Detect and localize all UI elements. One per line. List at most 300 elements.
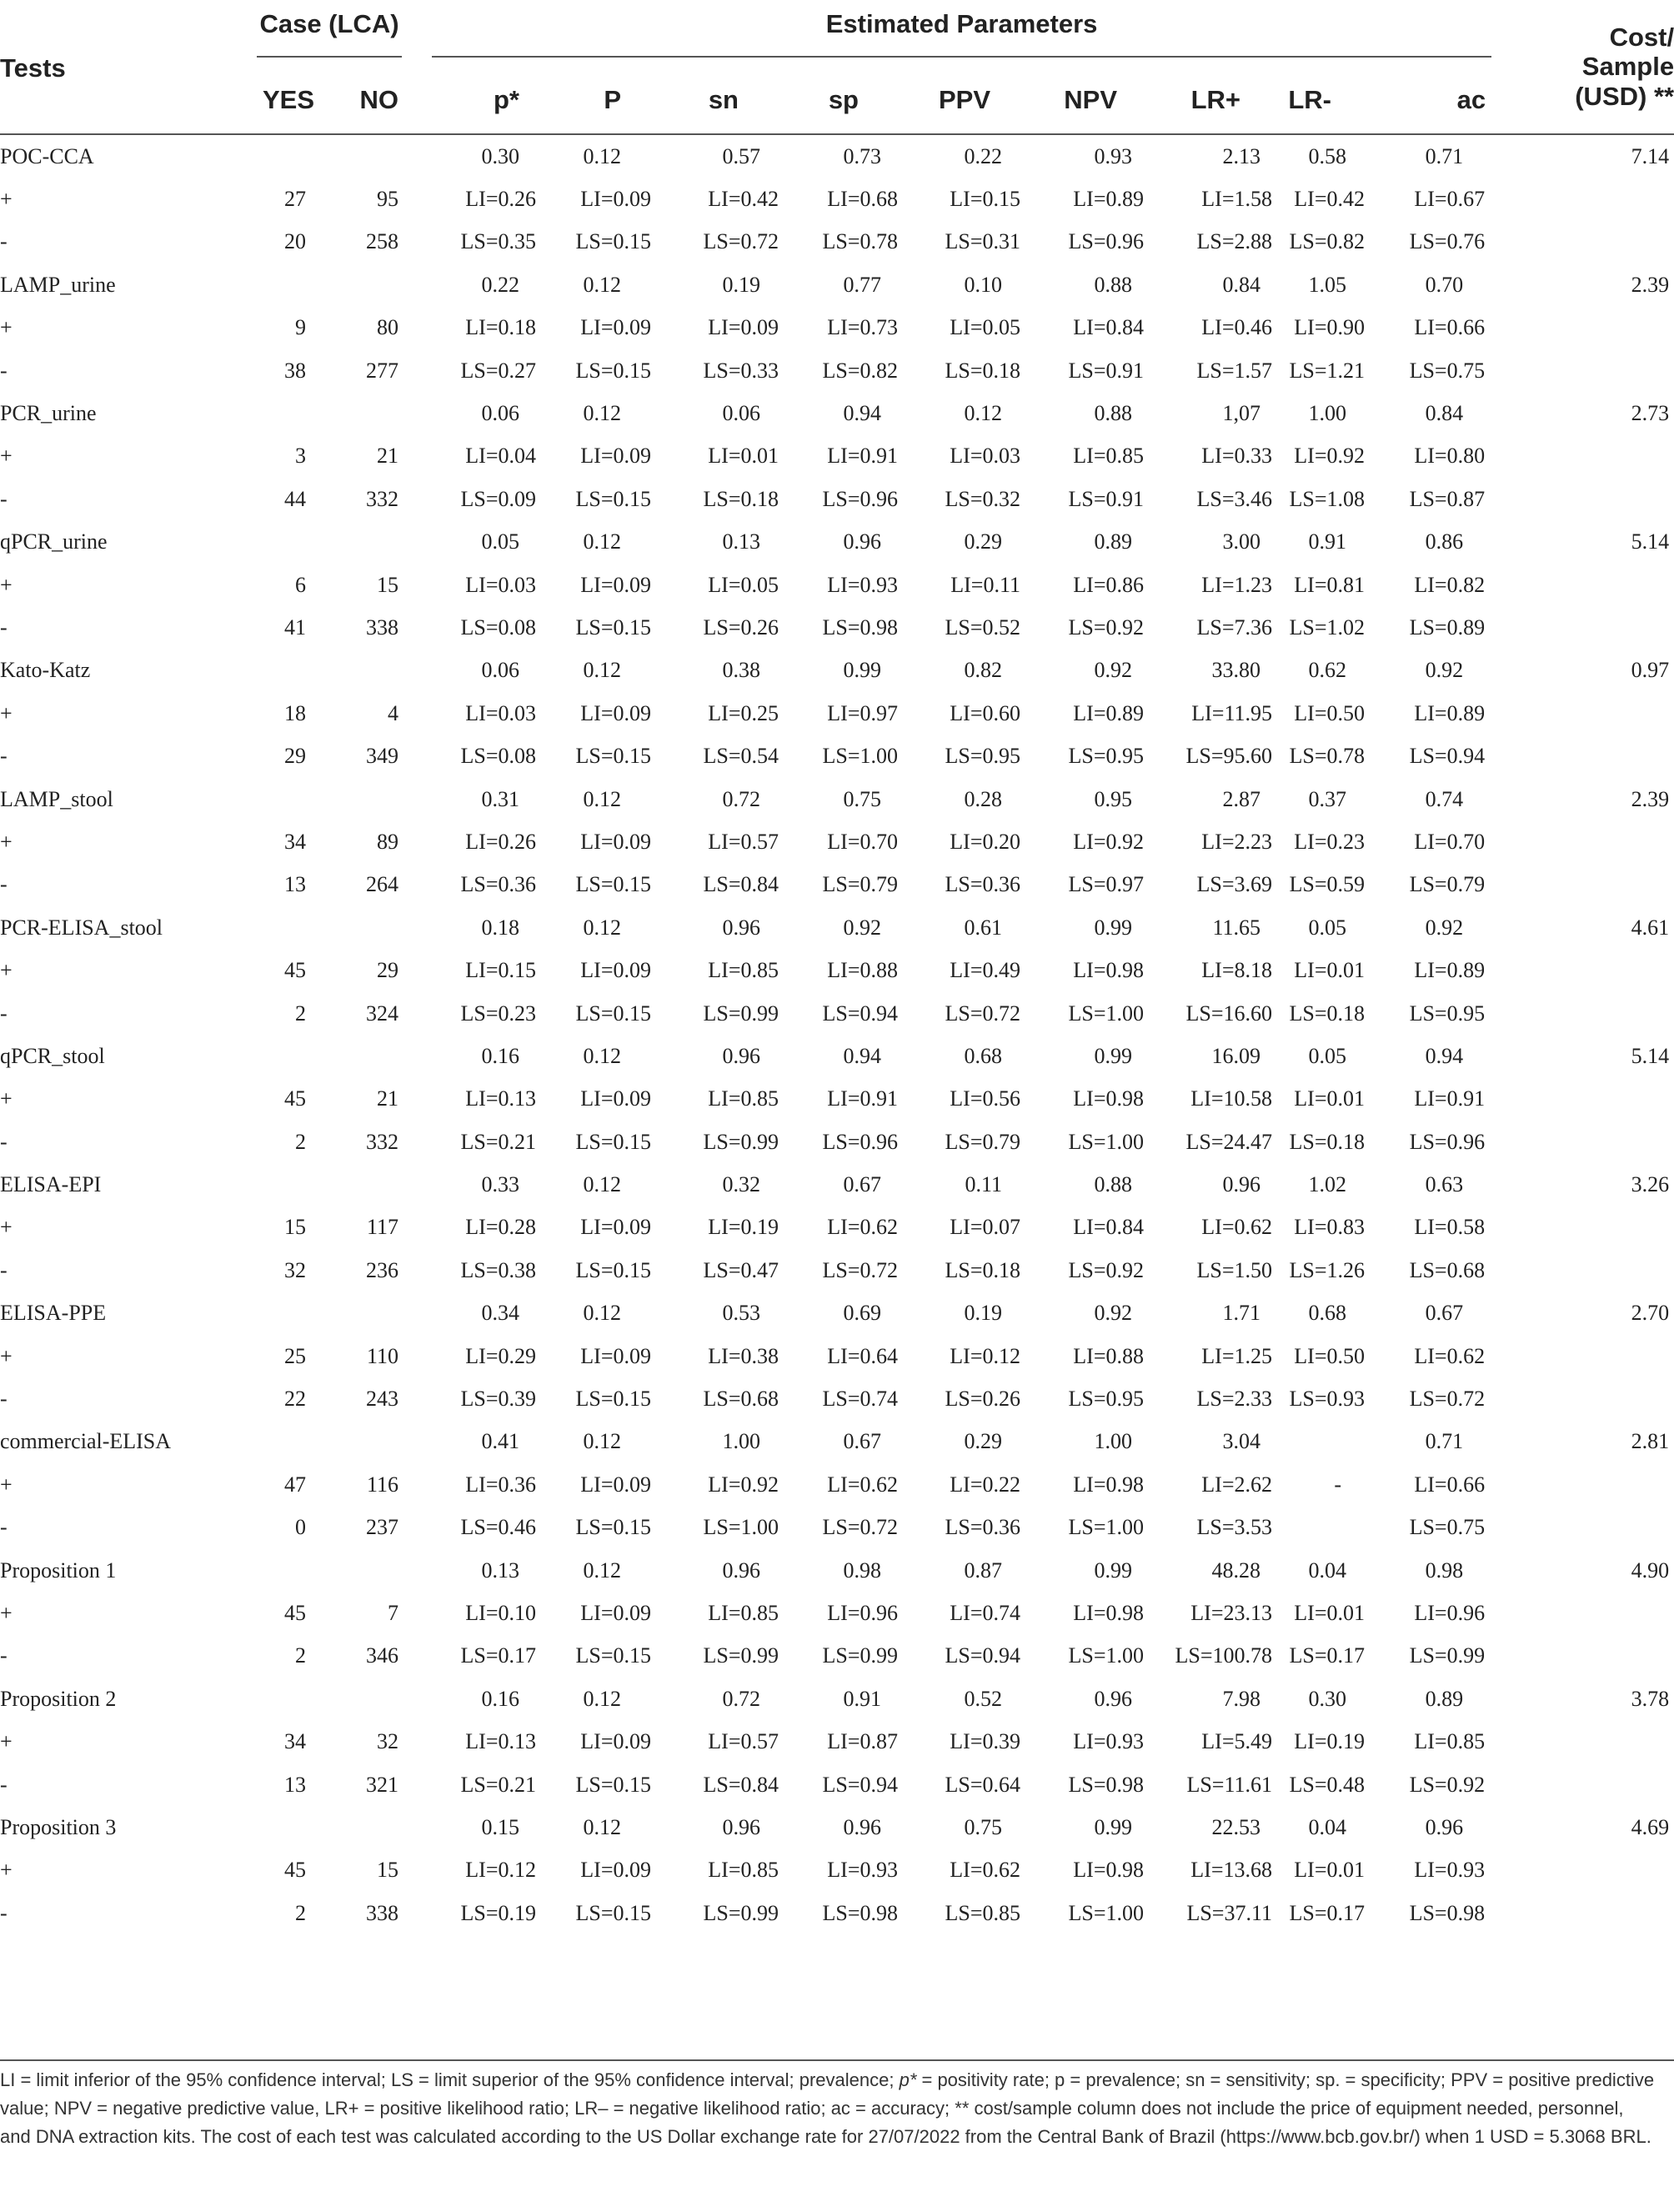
empty-cell: [1496, 778, 1542, 820]
header-yes: YES: [262, 85, 314, 115]
table-row-pos: [0, 307, 1674, 349]
empty-cell: [1542, 1507, 1674, 1549]
row-sign: +: [0, 572, 13, 597]
ci-lower-value: LI=0.87: [827, 1729, 898, 1754]
estimate-value: 3.04: [1222, 1429, 1261, 1454]
test-name: LAMP_stool: [0, 786, 113, 811]
cost-value: 2.81: [1631, 1429, 1670, 1454]
table-row-pos: [0, 178, 1674, 220]
case-no-count: 7: [388, 1600, 398, 1625]
empty-cell: [1496, 692, 1542, 735]
estimate-value: 0.38: [722, 658, 760, 683]
ci-lower-value: LI=0.03: [950, 444, 1020, 469]
empty-cell: [1496, 1121, 1542, 1163]
ci-upper-value: LS=0.15: [575, 1900, 651, 1925]
ci-lower-value: LI=1.23: [1201, 572, 1272, 597]
case-no-count: 21: [377, 1086, 398, 1111]
estimate-value: 0.96: [1222, 1172, 1261, 1197]
empty-cell: [1542, 1078, 1674, 1121]
case-no-count: 243: [366, 1387, 398, 1412]
ci-upper-value: LS=0.15: [575, 486, 651, 511]
test-name: ELISA-EPI: [0, 1172, 102, 1197]
ci-upper-value: LS=95.60: [1185, 744, 1272, 769]
empty-cell: [1542, 692, 1674, 735]
row-sign: -: [0, 1515, 8, 1540]
empty-cell: [1496, 263, 1542, 306]
ci-upper-value: LS=0.08: [460, 614, 536, 640]
ci-lower-value: LI=23.13: [1190, 1600, 1272, 1625]
ci-upper-value: LS=0.27: [460, 358, 536, 383]
table-row: [0, 1421, 1674, 1463]
estimate-value: 0.94: [1425, 1043, 1464, 1068]
row-sign: +: [0, 1472, 13, 1497]
ci-upper-value: LS=0.68: [1409, 1257, 1486, 1282]
empty-cell: [1496, 1078, 1542, 1121]
ci-lower-value: LI=0.90: [1294, 315, 1365, 340]
table-row: [0, 1163, 1674, 1206]
ci-lower-value: LI=0.64: [827, 1343, 898, 1368]
empty-cell: [1496, 1335, 1542, 1377]
estimate-value: 0.99: [1094, 1043, 1132, 1068]
estimate-value: 0.96: [722, 1557, 760, 1583]
ci-upper-value: LS=0.78: [822, 229, 898, 254]
estimate-value: 0.93: [1094, 143, 1132, 168]
estimate-value: 0.70: [1425, 272, 1464, 297]
estimate-value: 0.04: [1308, 1557, 1346, 1583]
ci-lower-value: LI=0.11: [950, 572, 1020, 597]
estimate-value: 0.84: [1222, 272, 1261, 297]
row-sign: +: [0, 829, 13, 854]
case-yes-count: 25: [284, 1343, 306, 1368]
estimate-value: 0.61: [964, 915, 1002, 940]
case-no-count: 15: [377, 572, 398, 597]
empty-cell: [1496, 134, 1542, 178]
test-name: PCR-ELISA_stool: [0, 915, 163, 940]
table-row-pos: [0, 1720, 1674, 1763]
case-no-count: 321: [366, 1772, 398, 1797]
row-sign: +: [0, 315, 13, 340]
ci-upper-value: LS=0.15: [575, 872, 651, 897]
estimate-value: 0.34: [481, 1301, 519, 1326]
case-yes-count: 13: [284, 1772, 306, 1797]
ci-lower-value: LI=0.83: [1294, 1215, 1365, 1240]
empty-cell: [321, 906, 417, 949]
header-no: NO: [359, 85, 398, 115]
cost-value: 4.61: [1631, 915, 1670, 940]
header-cost-line1: Cost/: [1609, 22, 1674, 52]
empty-cell: [1542, 1892, 1674, 1934]
table-row-neg: [0, 1763, 1674, 1806]
ci-upper-value: LS=0.15: [575, 614, 651, 640]
estimate-value: 0.30: [1308, 1686, 1346, 1711]
ci-upper-value: LS=0.96: [1409, 1129, 1486, 1154]
ci-lower-value: LI=0.98: [1073, 1086, 1144, 1111]
ci-upper-value: LS=2.33: [1196, 1387, 1272, 1412]
ci-lower-value: LI=0.57: [708, 1729, 779, 1754]
ci-upper-value: LS=0.59: [1289, 872, 1365, 897]
ci-lower-value: LI=0.62: [1414, 1343, 1486, 1368]
estimate-value: 0.67: [843, 1429, 881, 1454]
row-sign: -: [0, 229, 8, 254]
ci-lower-value: LI=0.85: [708, 958, 779, 983]
empty-cell: [1542, 221, 1674, 263]
estimate-value: 0.29: [964, 1429, 1002, 1454]
case-yes-count: 47: [284, 1472, 306, 1497]
ci-lower-value: LI=0.85: [1073, 444, 1144, 469]
estimate-value: 0.58: [1308, 143, 1346, 168]
ci-lower-value: LI=0.62: [1201, 1215, 1272, 1240]
ci-upper-value: LS=0.26: [945, 1387, 1020, 1412]
empty-cell: [1496, 1377, 1542, 1420]
table-row-pos: [0, 1335, 1674, 1377]
empty-cell: [242, 650, 321, 692]
ci-upper-value: LS=0.18: [945, 358, 1020, 383]
case-no-count: 32: [377, 1729, 398, 1754]
ci-lower-value: LI=0.67: [1414, 187, 1486, 212]
ci-lower-value: LI=0.98: [1073, 1472, 1144, 1497]
estimate-value: 0.88: [1094, 401, 1132, 426]
empty-cell: [321, 1549, 417, 1592]
ci-upper-value: LS=0.99: [703, 1643, 779, 1668]
ci-upper-value: LS=0.75: [1409, 358, 1486, 383]
estimate-value: 0.12: [583, 1301, 621, 1326]
estimate-value: 0.92: [1425, 915, 1464, 940]
cost-value: 3.26: [1631, 1172, 1670, 1197]
empty-cell: [1496, 906, 1542, 949]
case-no-count: 332: [366, 486, 398, 511]
ci-lower-value: LI=0.91: [827, 1086, 898, 1111]
empty-cell: [321, 521, 417, 564]
cost-value: 2.39: [1631, 272, 1670, 297]
estimate-value: 0.05: [1308, 1043, 1346, 1068]
estimate-value: 1.00: [722, 1429, 760, 1454]
ci-lower-value: LI=0.19: [708, 1215, 779, 1240]
header-cost-sample: [1542, 0, 1674, 134]
estimate-value: 0.99: [843, 658, 881, 683]
empty-cell: [242, 1163, 321, 1206]
ci-upper-value: LS=0.91: [1068, 486, 1144, 511]
ci-upper-value: LS=0.18: [703, 486, 779, 511]
ci-upper-value: LS=0.19: [460, 1900, 536, 1925]
ci-lower-value: LI=2.23: [1201, 829, 1272, 854]
ci-lower-value: LI=0.50: [1294, 1343, 1365, 1368]
table-row-pos: [0, 1078, 1674, 1121]
empty-cell: [1542, 949, 1674, 991]
case-no-count: 324: [366, 1001, 398, 1026]
ci-upper-value: LS=0.93: [1289, 1387, 1365, 1412]
ci-lower-value: LI=0.04: [465, 444, 536, 469]
ci-upper-value: LS=3.53: [1196, 1515, 1272, 1540]
row-sign: -: [0, 744, 8, 769]
estimate-value: 1.00: [1094, 1429, 1132, 1454]
case-no-count: 116: [366, 1472, 398, 1497]
ci-upper-value: LS=100.78: [1175, 1643, 1272, 1668]
ci-lower-value: LI=0.85: [708, 1858, 779, 1883]
case-no-count: 110: [366, 1343, 398, 1368]
ci-lower-value: LI=0.89: [1414, 700, 1486, 725]
ci-upper-value: LS=0.89: [1409, 614, 1486, 640]
estimate-value: 0.12: [964, 401, 1002, 426]
ci-upper-value: LS=0.84: [703, 872, 779, 897]
ci-lower-value: LI=0.09: [580, 1600, 651, 1625]
case-yes-count: 45: [284, 1600, 306, 1625]
ci-lower-value: LI=0.96: [1414, 1600, 1486, 1625]
estimate-value: 0.41: [481, 1429, 519, 1454]
ci-lower-value: LI=0.62: [950, 1858, 1020, 1883]
estimate-value: 0.19: [964, 1301, 1002, 1326]
ci-lower-value: LI=0.70: [1414, 829, 1486, 854]
empty-cell: [1496, 221, 1542, 263]
ci-lower-value: LI=1.25: [1201, 1343, 1272, 1368]
ci-upper-value: LS=0.75: [1409, 1515, 1486, 1540]
estimate-value: 0.67: [843, 1172, 881, 1197]
estimate-value: 1.00: [1308, 401, 1346, 426]
estimate-value: 0.67: [1425, 1301, 1464, 1326]
estimate-value: 0.05: [1308, 915, 1346, 940]
empty-cell: [321, 392, 417, 434]
case-yes-count: 27: [284, 187, 306, 212]
ci-upper-value: [1276, 1507, 1371, 1549]
estimate-value: 0.96: [843, 529, 881, 554]
case-yes-count: 38: [284, 358, 306, 383]
estimate-value: 0.98: [1425, 1557, 1464, 1583]
empty-cell: [1542, 1592, 1674, 1634]
case-yes-count: 22: [284, 1387, 306, 1412]
ci-lower-value: LI=0.28: [465, 1215, 536, 1240]
case-yes-count: 45: [284, 1858, 306, 1883]
ci-lower-value: LI=0.26: [465, 187, 536, 212]
ci-lower-value: LI=0.46: [1201, 315, 1272, 340]
ci-upper-value: LS=0.36: [945, 1515, 1020, 1540]
footnote-part1: LI = limit inferior of the 95% confidence interval; LS = limit superior of the 95% confidence interval; prevalence;: [0, 2069, 900, 2090]
estimate-value: 0.53: [722, 1301, 760, 1326]
estimate-value: 0.75: [964, 1814, 1002, 1839]
test-name: ELISA-PPE: [0, 1301, 107, 1326]
empty-cell: [1496, 178, 1542, 220]
empty-cell: [1496, 1592, 1542, 1634]
table-row-neg: [0, 1507, 1674, 1549]
empty-cell: [1496, 435, 1542, 478]
case-yes-count: 29: [284, 744, 306, 769]
ci-upper-value: LS=1.00: [1068, 1515, 1144, 1540]
estimate-value: 0.96: [1094, 1686, 1132, 1711]
empty-cell: [1496, 1507, 1542, 1549]
footnote-part2: = positivity rate; p = prevalence; sn = sensitivity; sp. = specificity; PPV = positive predictive value; NPV = negative predictive value, LR+ = positive likelihood ratio; LR– = negative likelihood ratio; ac = accuracy; ** cost/sample column does not include the price of equipment needed, personnel, and DNA extraction kits. The cost of each test was calculated according to the US Dollar exchange rate for 27/07/2022 from the Central Bank of Brazil (https://www.bcb.gov.br/) when 1 USD = 5.3068 BRL.: [0, 2069, 1655, 2147]
empty-cell: [1496, 349, 1542, 392]
estimate-value: 0.73: [843, 143, 881, 168]
ci-lower-value: LI=10.58: [1190, 1086, 1272, 1111]
cost-value: 3.78: [1631, 1686, 1670, 1711]
ci-lower-value: LI=0.73: [827, 315, 898, 340]
ci-upper-value: LS=0.72: [822, 1515, 898, 1540]
test-name: Proposition 3: [0, 1814, 117, 1839]
table-row-pos: [0, 692, 1674, 735]
empty-cell: [1496, 1849, 1542, 1892]
estimate-value: 0.13: [481, 1557, 519, 1583]
ci-lower-value: -: [1334, 1472, 1341, 1497]
row-sign: +: [0, 444, 13, 469]
row-sign: -: [0, 1643, 8, 1668]
ci-lower-value: LI=0.18: [465, 315, 536, 340]
table-row: [0, 134, 1674, 178]
ci-lower-value: LI=0.01: [1294, 1600, 1365, 1625]
estimate-value: 0.05: [481, 529, 519, 554]
case-yes-count: 13: [284, 872, 306, 897]
estimate-value: 1.71: [1222, 1301, 1261, 1326]
ci-upper-value: LS=0.96: [822, 486, 898, 511]
ci-upper-value: LS=0.35: [460, 229, 536, 254]
ci-upper-value: LS=0.95: [1409, 1001, 1486, 1026]
ci-upper-value: LS=0.99: [822, 1643, 898, 1668]
empty-cell: [1542, 478, 1674, 520]
empty-cell: [321, 650, 417, 692]
empty-cell: [1542, 992, 1674, 1035]
ci-upper-value: LS=0.79: [1409, 872, 1486, 897]
header-tests: Tests: [0, 53, 66, 83]
ci-upper-value: LS=3.46: [1196, 486, 1272, 511]
ci-lower-value: LI=0.62: [827, 1215, 898, 1240]
ci-upper-value: LS=0.92: [1409, 1772, 1486, 1797]
header-param-pstar: p*: [494, 85, 519, 115]
case-no-count: 4: [388, 700, 398, 725]
ci-lower-value: LI=0.26: [465, 829, 536, 854]
table-body: [0, 134, 1674, 1934]
ci-lower-value: LI=0.97: [827, 700, 898, 725]
cost-value: 2.73: [1631, 401, 1670, 426]
estimate-value: 0.63: [1425, 1172, 1464, 1197]
case-yes-count: 18: [284, 700, 306, 725]
ci-lower-value: LI=2.62: [1201, 1472, 1272, 1497]
ci-lower-value: LI=5.49: [1201, 1729, 1272, 1754]
empty-cell: [1496, 564, 1542, 606]
case-yes-count: 41: [284, 614, 306, 640]
table-row-pos: [0, 1463, 1674, 1506]
empty-cell: [1496, 992, 1542, 1035]
ci-lower-value: LI=0.93: [1073, 1729, 1144, 1754]
case-no-count: 264: [366, 872, 398, 897]
ci-upper-value: LS=0.23: [460, 1001, 536, 1026]
header-cost-line2: Sample: [1581, 52, 1674, 82]
ci-upper-value: LS=0.15: [575, 1129, 651, 1154]
cost-value: 2.70: [1631, 1301, 1670, 1326]
ci-lower-value: LI=0.09: [580, 1472, 651, 1497]
estimate-value: 0.13: [722, 529, 760, 554]
table-row-pos: [0, 435, 1674, 478]
ci-upper-value: LS=0.98: [1068, 1772, 1144, 1797]
empty-cell: [1542, 1849, 1674, 1892]
case-yes-count: 15: [284, 1215, 306, 1240]
estimate-value: 0.77: [843, 272, 881, 297]
ci-upper-value: LS=0.17: [460, 1643, 536, 1668]
ci-upper-value: LS=37.11: [1186, 1900, 1272, 1925]
row-sign: +: [0, 187, 13, 212]
estimate-value: 0.12: [583, 1172, 621, 1197]
estimate-value: 2.87: [1222, 786, 1261, 811]
ci-upper-value: LS=0.52: [945, 614, 1020, 640]
ci-lower-value: LI=8.18: [1201, 958, 1272, 983]
ci-upper-value: LS=0.38: [460, 1257, 536, 1282]
empty-cell: [242, 906, 321, 949]
ci-lower-value: LI=0.09: [580, 444, 651, 469]
ci-lower-value: LI=0.56: [950, 1086, 1020, 1111]
estimate-value: 0.84: [1425, 401, 1464, 426]
ci-lower-value: LI=0.38: [708, 1343, 779, 1368]
estimate-value: 0.29: [964, 529, 1002, 554]
ci-lower-value: LI=0.88: [1073, 1343, 1144, 1368]
case-yes-count: 20: [284, 229, 306, 254]
estimate-value: 0.15: [481, 1814, 519, 1839]
ci-upper-value: LS=0.15: [575, 1387, 651, 1412]
case-yes-count: 0: [295, 1515, 306, 1540]
table-row-pos: [0, 564, 1674, 606]
test-name: POC-CCA: [0, 143, 94, 168]
estimate-value: 1.02: [1308, 1172, 1346, 1197]
cost-value: 5.14: [1631, 1043, 1670, 1068]
row-sign: +: [0, 1086, 13, 1111]
row-sign: +: [0, 958, 13, 983]
footnote-pstar: p*: [899, 2069, 917, 2090]
table-row-neg: [0, 735, 1674, 777]
ci-upper-value: LS=0.84: [703, 1772, 779, 1797]
ci-lower-value: LI=0.12: [465, 1858, 536, 1883]
estimate-value: 0.32: [722, 1172, 760, 1197]
ci-upper-value: LS=1.00: [703, 1515, 779, 1540]
empty-cell: [1496, 1206, 1542, 1249]
table-footnote: [0, 2066, 1659, 2151]
estimate-value: 0.91: [843, 1686, 881, 1711]
case-no-count: 338: [366, 614, 398, 640]
ci-upper-value: LS=0.82: [822, 358, 898, 383]
estimate-value: 0.06: [722, 401, 760, 426]
empty-cell: [1496, 735, 1542, 777]
case-no-count: 80: [377, 315, 398, 340]
estimate-value: 0.89: [1425, 1686, 1464, 1711]
estimate-value: 0.92: [1094, 1301, 1132, 1326]
ci-upper-value: LS=0.98: [1409, 1900, 1486, 1925]
estimate-value: 0.95: [1094, 786, 1132, 811]
header-param-ac: ac: [1456, 85, 1486, 115]
estimate-value: 0.12: [583, 143, 621, 168]
estimate-value: 2.13: [1222, 143, 1261, 168]
ci-lower-value: LI=0.09: [580, 572, 651, 597]
test-name: commercial-ELISA: [0, 1429, 172, 1454]
case-no-count: 349: [366, 744, 398, 769]
case-no-count: 95: [377, 187, 398, 212]
estimate-value: 0.96: [722, 1043, 760, 1068]
estimate-value: 0.52: [964, 1686, 1002, 1711]
case-no-count: 237: [366, 1515, 398, 1540]
estimate-value: 0.12: [583, 401, 621, 426]
ci-upper-value: LS=0.92: [1068, 1257, 1144, 1282]
ci-upper-value: LS=0.92: [1068, 614, 1144, 640]
case-yes-count: 45: [284, 1086, 306, 1111]
ci-lower-value: LI=0.70: [827, 829, 898, 854]
ci-upper-value: LS=0.18: [1289, 1129, 1365, 1154]
table-row: [0, 1035, 1674, 1077]
ci-upper-value: LS=0.96: [822, 1129, 898, 1154]
ci-upper-value: LS=0.99: [703, 1001, 779, 1026]
case-no-count: 15: [377, 1858, 398, 1883]
ci-lower-value: LI=0.93: [1414, 1858, 1486, 1883]
empty-cell: [242, 521, 321, 564]
ci-upper-value: LS=7.36: [1196, 614, 1272, 640]
empty-cell: [1496, 307, 1542, 349]
ci-lower-value: LI=0.09: [580, 187, 651, 212]
case-yes-count: 45: [284, 958, 306, 983]
empty-cell: [1496, 521, 1542, 564]
ci-lower-value: LI=0.62: [827, 1472, 898, 1497]
ci-lower-value: LI=0.01: [1294, 958, 1365, 983]
